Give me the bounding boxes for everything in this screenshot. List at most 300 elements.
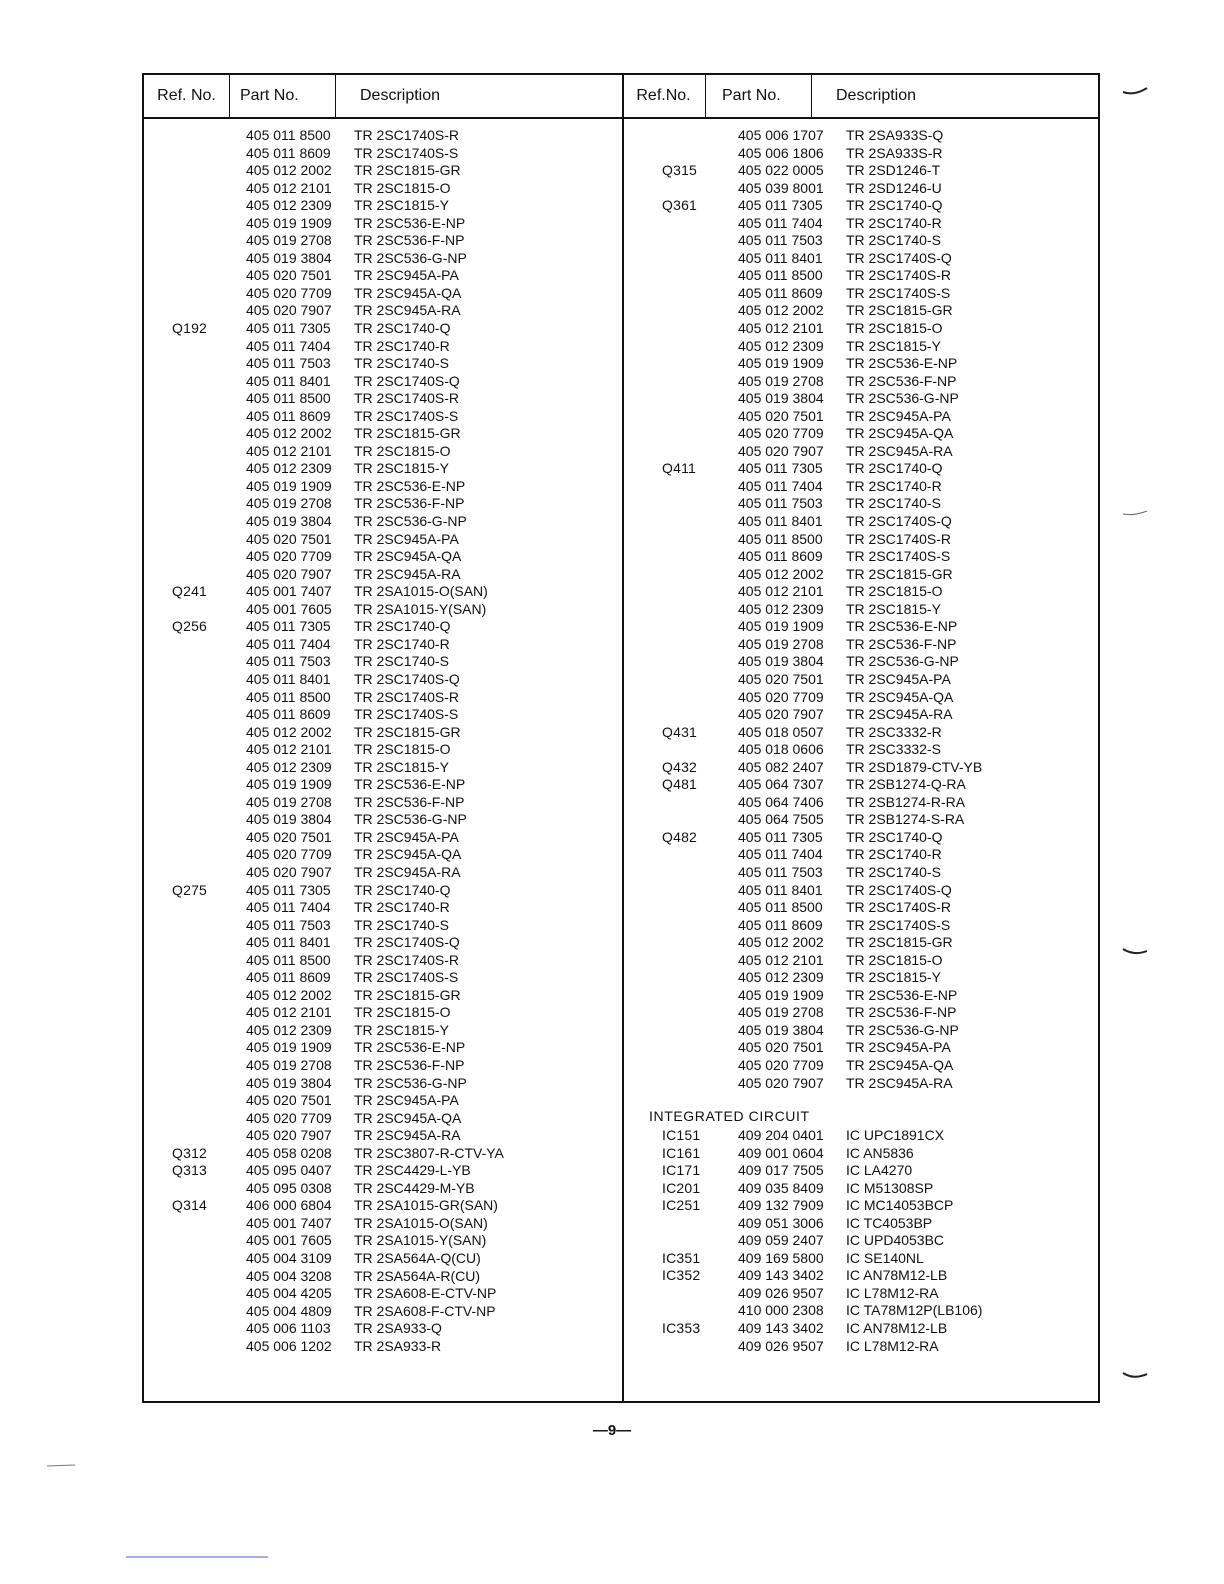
part-no: 405 019 2708 [246,1056,332,1073]
part-no: 405 019 1909 [246,477,332,494]
ref-no: Q241 [172,583,208,600]
list-item [144,1075,622,1093]
ref-no: IC201 [662,1179,701,1196]
description: TR 2SA933-R [354,1337,442,1354]
ref-no: Q256 [172,618,208,635]
list-item [622,425,1098,443]
list-item [144,478,622,496]
binding-mark [1122,86,1148,98]
list-item [144,653,622,671]
list-item [144,1338,622,1356]
part-no: 405 006 1707 [738,127,824,143]
description: TR 2SC536-G-NP [354,1074,467,1091]
ref-no: Q315 [662,162,698,179]
part-no: 406 000 6804 [246,1197,332,1214]
ref-no: IC352 [662,1267,701,1284]
description: TR 2SA1015-O(SAN) [354,583,488,600]
part-no: 405 011 8500 [246,951,331,968]
list-item [144,566,622,584]
list-item [144,267,622,285]
description: TR 2SC945A-QA [846,425,954,442]
description: TR 2SC536-E-NP [846,618,958,635]
description: TR 2SC536-E-NP [846,355,958,372]
list-item [144,1303,622,1321]
list-item [622,636,1098,654]
description: TR 2SC1815-O [354,442,451,459]
description: TR 2SC1740-Q [846,828,943,845]
list-item [144,794,622,812]
description: TR 2SC1740S-S [846,548,951,565]
description: TR 2SC945A-RA [354,863,461,880]
list-item [144,882,622,900]
list-item [144,285,622,303]
description: TR 2SD1246-T [846,162,941,179]
list-item [144,706,622,724]
part-no: 405 012 2101 [738,320,824,337]
part-no: 405 011 7503 [246,916,331,933]
list-item [622,1057,1098,1075]
ref-no: Q192 [172,320,208,337]
description: TR 2SC1815-GR [846,934,953,951]
description: TR 2SC1740S-Q [354,934,460,951]
list-item [144,425,622,443]
description: TR 2SC1815-GR [846,302,953,319]
part-no: 405 082 2407 [738,758,824,775]
right-column [622,75,1098,1401]
list-item [144,338,622,356]
ref-no: IC151 [662,1127,701,1143]
part-no: 405 012 2309 [246,758,332,775]
description: TR 2SC536-G-NP [354,513,467,530]
part-no: 405 020 7907 [246,565,332,582]
description: TR 2SC536-F-NP [354,1056,465,1073]
part-no: 405 019 1909 [738,618,824,635]
list-item [622,162,1098,180]
list-item [622,671,1098,689]
list-item [622,1197,1098,1215]
ref-no: Q314 [172,1197,208,1214]
list-item [144,811,622,829]
left-parts-list [144,127,622,1355]
list-item [622,724,1098,742]
part-no: 405 095 0308 [246,1179,332,1196]
part-no: 409 035 8409 [738,1179,824,1196]
description: TR 2SC4429-L-YB [354,1162,471,1179]
description: TR 2SC536-F-NP [846,635,957,652]
part-no: 409 143 3402 [738,1267,824,1284]
description: TR 2SC536-E-NP [354,776,466,793]
description: TR 2SC536-E-NP [354,477,466,494]
list-item [622,1338,1098,1356]
description: TR 2SC1815-GR [354,162,461,179]
part-no: 405 011 7404 [738,846,823,863]
list-item [622,355,1098,373]
list-item [622,1250,1098,1268]
description: TR 2SC1815-O [846,951,943,968]
description: TR 2SC945A-PA [846,1039,951,1056]
ref-no: IC171 [662,1162,701,1179]
description: TR 2SC1740-Q [354,618,451,635]
description: TR 2SA608-E-CTV-NP [354,1285,497,1302]
description: TR 2SC945A-QA [846,688,954,705]
list-item [622,899,1098,917]
description: TR 2SC1740S-R [354,951,460,968]
description: TR 2SC1740-R [354,635,450,652]
part-no: 405 011 8609 [738,284,823,301]
part-no: 405 020 7709 [738,688,824,705]
description: TR 2SC536-G-NP [846,653,959,670]
part-no: 405 011 8401 [246,372,331,389]
part-no: 405 019 2708 [738,372,824,389]
part-no: 405 012 2101 [738,951,824,968]
description: TR 2SC945A-RA [354,565,461,582]
ref-no: Q313 [172,1162,208,1179]
part-no: 405 019 1909 [738,355,824,372]
scan-mark [46,1460,76,1468]
description: TR 2SC1740S-S [354,144,459,161]
header-part-no: Part No. [706,75,812,117]
part-no: 405 011 7503 [738,232,823,249]
part-no: 405 011 7305 [246,881,331,898]
list-item [622,1320,1098,1338]
ic-parts-list [622,1127,1098,1355]
list-item [622,408,1098,426]
ref-no: Q361 [662,197,698,214]
ref-no: Q482 [662,828,698,845]
part-no: 409 143 3402 [738,1320,824,1337]
list-item [622,373,1098,391]
list-item [144,1250,622,1268]
list-item [622,811,1098,829]
list-item [622,1004,1098,1022]
part-no: 409 169 5800 [738,1249,824,1266]
description: TR 2SC536-G-NP [846,1021,959,1038]
list-item [144,1127,622,1145]
description: TR 2SD1879-CTV-YB [846,758,983,775]
part-no: 405 012 2309 [246,460,332,477]
list-item [622,1285,1098,1303]
list-item [622,566,1098,584]
list-item [144,408,622,426]
parts-list-table [142,73,1100,1403]
list-item [144,197,622,215]
description: IC UPD4053BC [846,1232,945,1249]
part-no: 405 012 2002 [738,302,824,319]
list-item [144,355,622,373]
description: TR 2SC1815-Y [846,600,941,617]
list-item [622,285,1098,303]
list-item [622,1039,1098,1057]
description: TR 2SC536-E-NP [846,986,958,1003]
part-no: 405 020 7501 [246,530,332,547]
list-item [144,759,622,777]
part-no: 405 020 7709 [246,284,332,301]
list-item [622,1022,1098,1040]
list-item [622,829,1098,847]
header-description: Description [836,87,917,104]
description: IC L78M12-RA [846,1337,939,1354]
part-no: 405 064 7505 [738,811,824,828]
part-no: 405 011 8500 [738,267,823,284]
list-item [622,232,1098,250]
description: TR 2SC945A-PA [354,530,459,547]
description: TR 2SC1740-Q [846,197,943,214]
part-no: 405 001 7605 [246,1232,332,1249]
list-item [144,899,622,917]
list-item [144,1092,622,1110]
part-no: 405 012 2002 [738,565,824,582]
part-no: 405 011 7305 [246,320,331,337]
description: TR 2SA564A-Q(CU) [354,1250,481,1266]
part-no: 405 001 7605 [246,600,332,617]
part-no: 405 012 2309 [738,337,824,354]
ref-no: IC351 [662,1249,701,1266]
description: TR 2SC536-G-NP [354,811,467,828]
description: TR 2SC945A-PA [846,407,951,424]
part-no: 405 012 2309 [246,1021,332,1038]
list-item [622,197,1098,215]
description: TR 2SD1246-U [846,179,942,196]
part-no: 405 011 8609 [246,144,331,161]
list-item [144,969,622,987]
part-no: 405 095 0407 [246,1162,332,1179]
part-no: 409 059 2407 [738,1232,824,1249]
list-item [622,759,1098,777]
description: TR 2SC536-G-NP [846,390,959,407]
list-item [144,1162,622,1180]
description: TR 2SC1740S-R [354,688,460,705]
description: TR 2SC945A-RA [846,1074,953,1091]
list-item [622,127,1098,145]
description: IC AN5836 [846,1144,914,1161]
description: TR 2SC1740-Q [846,460,943,477]
list-item [144,952,622,970]
list-item [144,127,622,145]
part-no: 405 020 7501 [246,828,332,845]
description: TR 2SC945A-QA [354,284,462,301]
list-item [144,1320,622,1338]
description: TR 2SC1740S-Q [354,670,460,687]
description: TR 2SC1740S-S [846,284,951,301]
list-item [144,162,622,180]
list-item [144,460,622,478]
description: TR 2SA933S-R [846,144,943,161]
left-header [144,75,622,119]
part-no: 405 001 7407 [246,1214,332,1231]
description: TR 2SC1740-S [846,232,941,249]
description: TR 2SC945A-PA [354,1092,459,1109]
description: TR 2SC945A-QA [354,1109,462,1126]
description: TR 2SC945A-PA [354,267,459,284]
description: TR 2SC1740S-R [846,899,952,916]
list-item [144,1268,622,1286]
list-item [622,969,1098,987]
part-no: 405 012 2101 [246,179,332,196]
part-no: 405 006 1202 [246,1337,332,1354]
description: TR 2SA608-F-CTV-NP [354,1302,496,1319]
part-no: 405 019 2708 [738,1004,824,1021]
binding-mark [1122,1370,1148,1382]
part-no: 405 019 2708 [246,793,332,810]
description: IC TA78M12P(LB106) [846,1302,983,1319]
description: TR 2SC1740-S [354,653,449,670]
list-item [622,250,1098,268]
part-no: 405 019 3804 [738,1021,824,1038]
list-item [622,145,1098,163]
part-no: 405 004 3208 [246,1267,332,1284]
description: TR 2SC1815-Y [354,460,449,477]
description: TR 2SC536-F-NP [354,793,465,810]
list-item [144,671,622,689]
part-no: 405 064 7307 [738,776,824,793]
part-no: 405 019 3804 [246,1074,332,1091]
list-item [144,1197,622,1215]
part-no: 405 011 7305 [246,618,331,635]
part-no: 405 019 3804 [246,249,332,266]
part-no: 405 011 8609 [738,916,823,933]
list-item [622,338,1098,356]
description: TR 2SC1740S-R [354,127,460,143]
part-no: 405 011 8401 [246,670,331,687]
part-no: 409 026 9507 [738,1284,824,1301]
list-item [622,1127,1098,1145]
ref-no: Q432 [662,758,698,775]
list-item [144,636,622,654]
list-item [622,320,1098,338]
part-no: 405 011 8500 [738,530,823,547]
description: TR 2SB1274-S-RA [846,811,965,828]
list-item [144,1215,622,1233]
part-no: 405 006 1806 [738,144,824,161]
part-no: 405 011 8500 [738,899,823,916]
list-item [144,987,622,1005]
part-no: 405 020 7709 [738,1056,824,1073]
description: TR 2SC945A-PA [354,828,459,845]
list-item [622,917,1098,935]
description: TR 2SC1740S-S [354,706,459,723]
description: TR 2SC536-E-NP [354,1039,466,1056]
list-item [144,741,622,759]
description: TR 2SC1740-R [846,477,942,494]
description: TR 2SA1015-O(SAN) [354,1214,488,1231]
list-item [144,302,622,320]
header-ref-no: Ref. No. [144,75,230,117]
list-item [622,215,1098,233]
part-no: 405 018 0606 [738,741,824,758]
part-no: 405 011 8609 [738,548,823,565]
description: TR 2SC536-F-NP [354,495,465,512]
list-item [144,829,622,847]
part-no: 405 004 4809 [246,1302,332,1319]
list-item [622,180,1098,198]
list-item [144,495,622,513]
part-no: 405 012 2309 [246,197,332,214]
description: IC AN78M12-LB [846,1320,948,1337]
list-item [622,1267,1098,1285]
list-item [144,548,622,566]
list-item [144,1110,622,1128]
part-no: 405 020 7709 [246,846,332,863]
part-no: 405 011 7305 [738,828,823,845]
part-no: 405 011 7503 [738,495,823,512]
list-item [622,1180,1098,1198]
list-item [622,548,1098,566]
list-item [144,601,622,619]
part-no: 405 020 7907 [738,706,824,723]
part-no: 405 012 2101 [246,1004,332,1021]
description: IC AN78M12-LB [846,1267,948,1284]
list-item [144,689,622,707]
part-no: 405 001 7407 [246,583,332,600]
part-no: 405 020 7907 [246,302,332,319]
description: TR 2SC3332-S [846,741,941,758]
list-item [144,145,622,163]
description: TR 2SB1274-R-RA [846,793,966,810]
list-item [622,846,1098,864]
list-item [622,882,1098,900]
part-no: 405 011 7305 [738,197,823,214]
left-column [144,75,624,1401]
description: TR 2SC1740S-Q [846,881,952,898]
list-item [622,443,1098,461]
description: TR 2SC1815-O [354,1004,451,1021]
list-item [622,390,1098,408]
description: TR 2SC536-E-NP [354,214,466,231]
description: TR 2SA933-Q [354,1320,442,1337]
list-item [144,1145,622,1163]
list-item [622,267,1098,285]
description: TR 2SC4429-M-YB [354,1179,475,1196]
description: IC TC4053BP [846,1214,933,1231]
description: TR 2SC1740S-S [354,407,459,424]
ref-no: IC161 [662,1144,701,1161]
description: TR 2SC1815-GR [354,425,461,442]
list-item [144,1004,622,1022]
ref-no: Q275 [172,881,208,898]
page-number: —9— [592,1422,632,1439]
description: TR 2SC1740-S [846,863,941,880]
description: TR 2SC1815-Y [354,758,449,775]
part-no: 405 020 7907 [246,1127,332,1144]
list-item [622,706,1098,724]
description: TR 2SC1740-Q [354,881,451,898]
list-item [144,917,622,935]
description: TR 2SC1815-Y [354,1021,449,1038]
header-description: Description [360,87,441,104]
list-item [144,1057,622,1075]
list-item [144,1232,622,1250]
binding-mark [1122,508,1148,520]
list-item [622,478,1098,496]
part-no: 405 020 7501 [738,407,824,424]
part-no: 405 019 3804 [246,811,332,828]
part-no: 409 026 9507 [738,1337,824,1354]
part-no: 405 011 8500 [246,688,331,705]
part-no: 405 019 1909 [246,1039,332,1056]
list-item [144,215,622,233]
description: TR 2SC1815-Y [846,337,941,354]
list-item [144,618,622,636]
description: TR 2SC945A-RA [846,442,953,459]
list-item [144,250,622,268]
list-item [144,1039,622,1057]
list-item [622,601,1098,619]
description: IC MC14053BCP [846,1197,954,1214]
part-no: 405 019 1909 [738,986,824,1003]
list-item [144,934,622,952]
part-no: 405 012 2002 [246,723,332,740]
part-no: 405 012 2002 [246,162,332,179]
